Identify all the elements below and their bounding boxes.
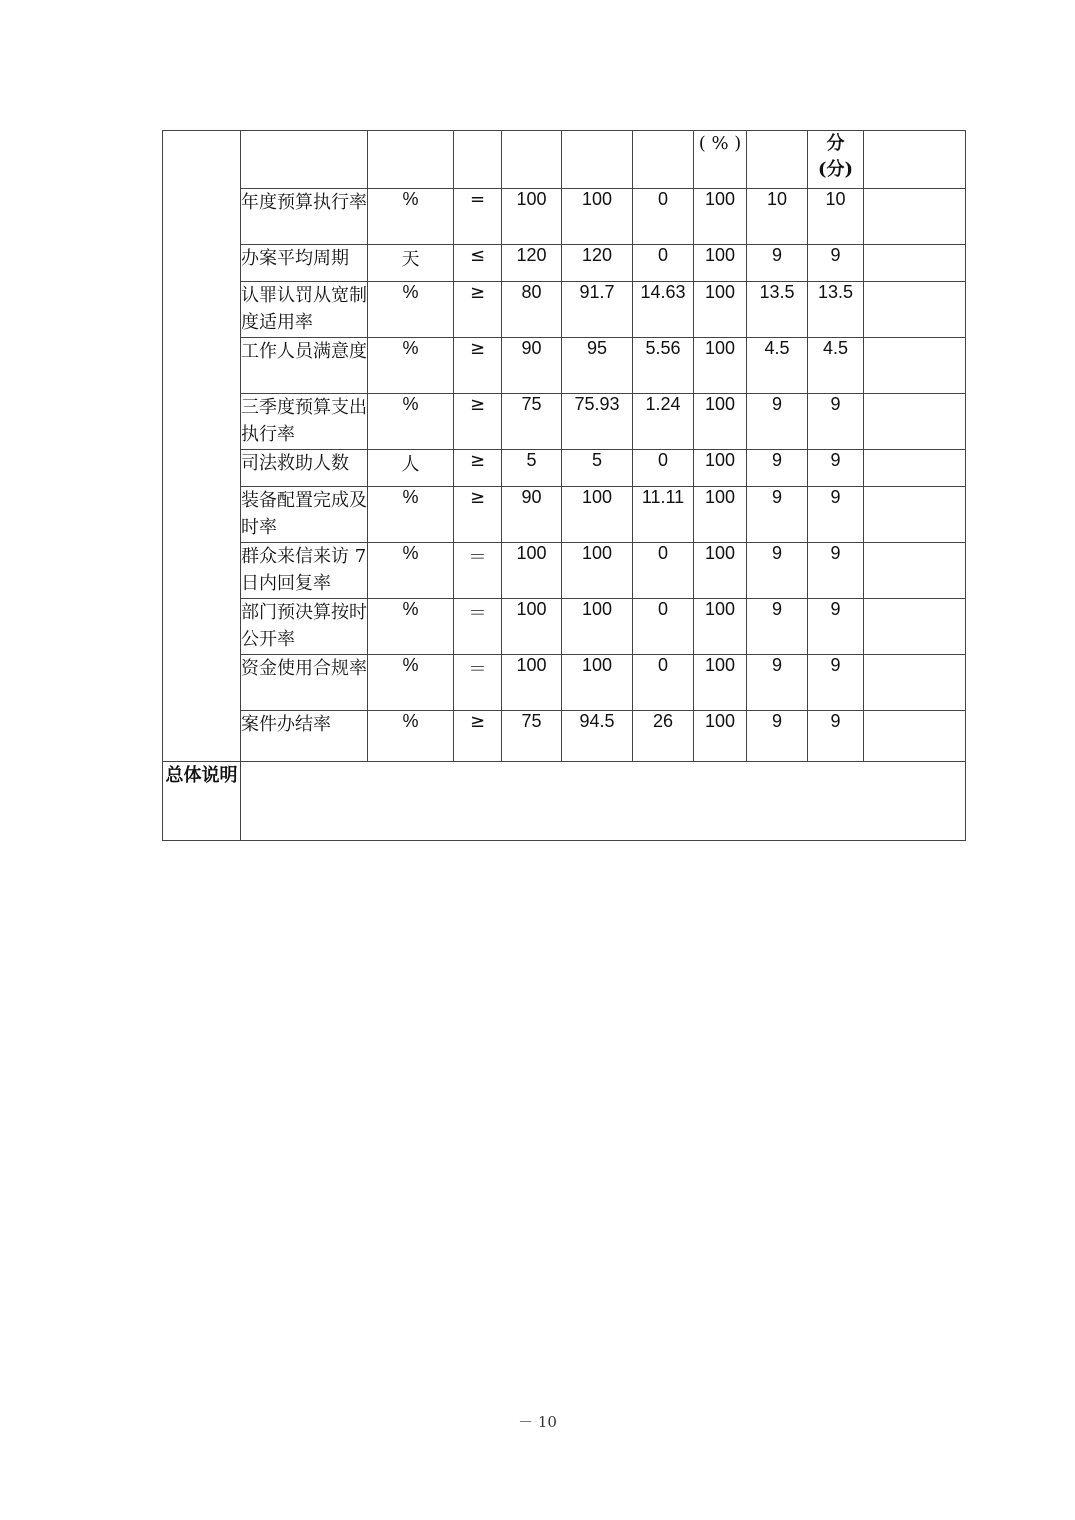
weight-cell: 13.5: [747, 282, 808, 338]
remark-cell: [864, 245, 966, 282]
table-row: [163, 394, 966, 450]
unit-cell: %: [368, 487, 454, 543]
unit-cell: %: [368, 394, 454, 450]
actual-value-cell: 120: [562, 245, 633, 282]
score-header: 分 (分): [808, 131, 864, 189]
remark-cell: [864, 711, 966, 762]
indicator-name-cell: 年度预算执行率: [241, 189, 368, 245]
performance-indicator-table: [162, 130, 966, 841]
table-row: [163, 543, 966, 599]
table-row: [163, 450, 966, 487]
deviation-rate-cell: 5.56: [633, 338, 694, 394]
unit-cell: 天: [368, 245, 454, 282]
actual-value-cell: 95: [562, 338, 633, 394]
operator-cell: =: [454, 189, 502, 245]
deviation-rate-cell: 0: [633, 543, 694, 599]
score-cell: 9: [808, 487, 864, 543]
score-cell: 9: [808, 711, 864, 762]
indicator-name-cell: 工作人员满意度: [241, 338, 368, 394]
completion-rate-cell: 100: [694, 487, 747, 543]
category-cell: [163, 131, 241, 762]
indicator-name-cell: 群众来信来访 7 日内回复率: [241, 543, 368, 599]
completion-rate-header: ( % ): [694, 131, 747, 189]
indicator-name-cell: 案件办结率: [241, 711, 368, 762]
deviation-rate-cell: 11.11: [633, 487, 694, 543]
target-value-cell: 100: [502, 189, 562, 245]
completion-rate-cell: 100: [694, 711, 747, 762]
header-row: [163, 131, 966, 189]
table-row: [163, 711, 966, 762]
target-value-cell: 75: [502, 394, 562, 450]
indicator-name-cell: 装备配置完成及时率: [241, 487, 368, 543]
actual-value-cell: 100: [562, 543, 633, 599]
completion-rate-cell: 100: [694, 338, 747, 394]
target-value-cell: 90: [502, 338, 562, 394]
score-cell: 9: [808, 655, 864, 711]
weight-cell: 10: [747, 189, 808, 245]
remark-cell: [864, 543, 966, 599]
page-number: － 10: [518, 1413, 557, 1431]
deviation-rate-cell: 0: [633, 245, 694, 282]
actual-value-cell: 75.93: [562, 394, 633, 450]
unit-cell: %: [368, 189, 454, 245]
score-cell: 9: [808, 245, 864, 282]
unit-cell: 人: [368, 450, 454, 487]
target-value-cell: 75: [502, 711, 562, 762]
remark-cell: [864, 394, 966, 450]
operator-cell: ≥: [454, 394, 502, 450]
remark-cell: [864, 338, 966, 394]
deviation-rate-cell: 0: [633, 189, 694, 245]
remark-cell: [864, 450, 966, 487]
target-value-cell: 100: [502, 655, 562, 711]
completion-rate-cell: 100: [694, 655, 747, 711]
target-value-cell: 5: [502, 450, 562, 487]
completion-rate-cell: 100: [694, 189, 747, 245]
remark-cell: [864, 189, 966, 245]
deviation-rate-cell: 0: [633, 450, 694, 487]
score-cell: 9: [808, 599, 864, 655]
deviation-rate-cell: 14.63: [633, 282, 694, 338]
table-row: [163, 599, 966, 655]
score-cell: 9: [808, 543, 864, 599]
weight-cell: 9: [747, 543, 808, 599]
completion-rate-cell: 100: [694, 245, 747, 282]
weight-cell: 9: [747, 450, 808, 487]
weight-cell: 4.5: [747, 338, 808, 394]
actual-value-cell: 91.7: [562, 282, 633, 338]
summary-text: [241, 762, 966, 841]
weight-cell: 9: [747, 655, 808, 711]
indicator-name-cell: 三季度预算支出执行率: [241, 394, 368, 450]
summary-label: 总体说明: [163, 762, 241, 841]
unit-cell: %: [368, 599, 454, 655]
actual-value-cell: 100: [562, 655, 633, 711]
score-cell: 13.5: [808, 282, 864, 338]
operator-cell: ≥: [454, 487, 502, 543]
table-row: [163, 338, 966, 394]
completion-rate-cell: 100: [694, 282, 747, 338]
operator-cell: ≥: [454, 282, 502, 338]
remark-cell: [864, 599, 966, 655]
deviation-rate-cell: 0: [633, 599, 694, 655]
target-value-cell: 100: [502, 543, 562, 599]
target-value-cell: 80: [502, 282, 562, 338]
operator-cell: ≥: [454, 711, 502, 762]
actual-value-cell: 100: [562, 487, 633, 543]
score-cell: 9: [808, 394, 864, 450]
indicator-name-cell: 认罪认罚从宽制度适用率: [241, 282, 368, 338]
completion-rate-cell: 100: [694, 543, 747, 599]
table-row: [163, 487, 966, 543]
actual-value-cell: 100: [562, 189, 633, 245]
operator-cell: ＝: [454, 599, 502, 655]
score-cell: 10: [808, 189, 864, 245]
weight-cell: 9: [747, 394, 808, 450]
actual-value-cell: 94.5: [562, 711, 633, 762]
deviation-rate-cell: 0: [633, 655, 694, 711]
weight-cell: 9: [747, 599, 808, 655]
score-cell: 9: [808, 450, 864, 487]
unit-cell: %: [368, 282, 454, 338]
actual-value-cell: 100: [562, 599, 633, 655]
remark-cell: [864, 655, 966, 711]
weight-cell: 9: [747, 487, 808, 543]
unit-cell: %: [368, 711, 454, 762]
unit-cell: %: [368, 655, 454, 711]
unit-cell: %: [368, 543, 454, 599]
completion-rate-cell: 100: [694, 450, 747, 487]
unit-cell: %: [368, 338, 454, 394]
score-cell: 4.5: [808, 338, 864, 394]
indicator-name-cell: 司法救助人数: [241, 450, 368, 487]
completion-rate-cell: 100: [694, 599, 747, 655]
summary-row: [163, 762, 966, 841]
indicator-name-cell: 资金使用合规率: [241, 655, 368, 711]
deviation-rate-cell: 26: [633, 711, 694, 762]
completion-rate-cell: 100: [694, 394, 747, 450]
table-row: [163, 189, 966, 245]
weight-cell: 9: [747, 245, 808, 282]
remark-cell: [864, 487, 966, 543]
target-value-cell: 100: [502, 599, 562, 655]
indicator-name-cell: 办案平均周期: [241, 245, 368, 282]
operator-cell: ＝: [454, 655, 502, 711]
target-value-cell: 120: [502, 245, 562, 282]
weight-cell: 9: [747, 711, 808, 762]
operator-cell: ＝: [454, 543, 502, 599]
table-row: [163, 282, 966, 338]
operator-cell: ≥: [454, 450, 502, 487]
deviation-rate-cell: 1.24: [633, 394, 694, 450]
table-row: [163, 245, 966, 282]
remark-cell: [864, 282, 966, 338]
operator-cell: ≥: [454, 338, 502, 394]
table-row: [163, 655, 966, 711]
indicator-name-cell: 部门预决算按时公开率: [241, 599, 368, 655]
target-value-cell: 90: [502, 487, 562, 543]
actual-value-cell: 5: [562, 450, 633, 487]
operator-cell: ≤: [454, 245, 502, 282]
